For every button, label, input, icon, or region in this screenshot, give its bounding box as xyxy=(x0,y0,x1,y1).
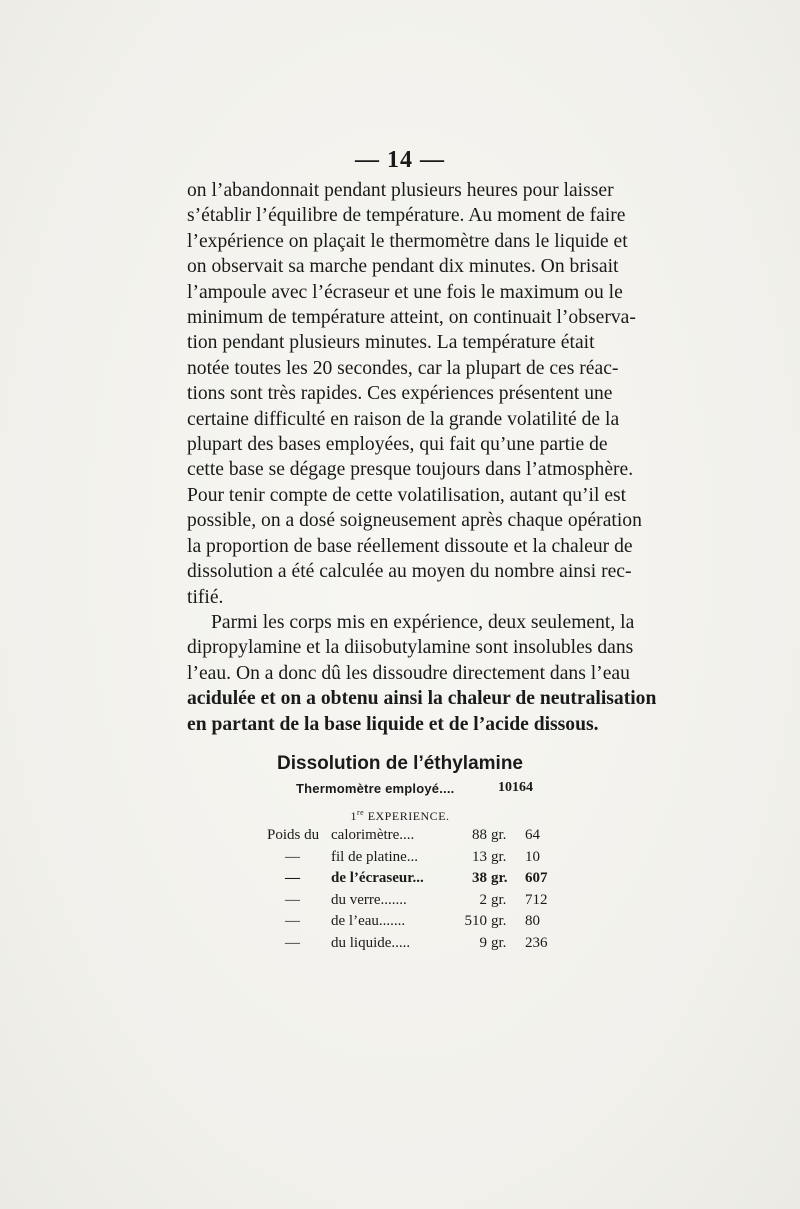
text-line: acidulée et on a obtenu ainsi la chaleur de neutralisation xyxy=(187,688,657,710)
row-prefix: — xyxy=(285,870,300,886)
table-row xyxy=(267,849,557,871)
row-unit: gr. xyxy=(491,848,507,865)
row-value: 9 xyxy=(479,934,487,951)
row-label: du liquide..... xyxy=(331,934,411,951)
table-row xyxy=(267,935,557,957)
row-prefix: — xyxy=(285,848,300,865)
row-unit: gr. xyxy=(491,934,507,951)
paragraph-1 xyxy=(187,178,669,610)
page-number: — 14 — xyxy=(355,147,445,173)
text-line: notée toutes les 20 secondes, car la plupart de ces réac- xyxy=(187,357,619,379)
experience-heading xyxy=(0,808,800,824)
measurements-table xyxy=(267,827,557,956)
row-label: calorimètre.... xyxy=(331,827,415,843)
row-prefix: — xyxy=(285,913,300,929)
row-value: 38 xyxy=(472,870,487,886)
thermometer-value: 10164 xyxy=(498,780,533,795)
row-decimal: 64 xyxy=(525,827,540,843)
row-decimal: 10 xyxy=(525,848,540,865)
text-line: s’établir l’équilibre de température. Au moment de faire xyxy=(187,205,626,227)
row-label: fil de platine... xyxy=(331,848,419,865)
row-decimal: 607 xyxy=(525,870,548,886)
text-line: la proportion de base réellement dissoute et la chaleur de xyxy=(187,535,633,557)
row-unit: gr. xyxy=(491,891,507,908)
row-prefix: — xyxy=(285,934,300,951)
row-label: de l’écraseur... xyxy=(331,870,424,886)
experience-number: 1 xyxy=(350,809,357,823)
body-text xyxy=(187,178,669,737)
text-line: Parmi les corps mis en expérience, deux seulement, la xyxy=(211,611,635,633)
experience-label: EXPERIENCE. xyxy=(364,809,450,823)
experience-superscript: re xyxy=(356,808,365,817)
text-line: dissolution a été calculée au moyen du nombre ainsi rec- xyxy=(187,561,632,583)
table-row xyxy=(267,870,557,892)
row-value: 510 xyxy=(464,913,487,929)
thermometer-label: Thermomètre employé.... xyxy=(296,781,455,796)
text-line: cette base se dégage presque toujours dans l’atmosphère. xyxy=(187,459,634,481)
text-line: dipropylamine et la diisobutylamine sont insolubles dans xyxy=(187,637,634,659)
text-line: l’expérience on plaçait le thermomètre dans le liquide et xyxy=(187,230,628,252)
text-line: possible, on a dosé soigneusement après chaque opération xyxy=(187,510,642,532)
paragraph-2 xyxy=(187,610,669,737)
row-unit: gr. xyxy=(491,870,508,886)
row-decimal: 712 xyxy=(525,891,548,908)
text-line: l’ampoule avec l’écraseur et une fois le maximum ou le xyxy=(187,281,623,303)
text-line: en partant de la base liquide et de l’acide dissous. xyxy=(187,713,599,735)
text-line: plupart des bases employées, qui fait qu’une partie de xyxy=(187,434,608,456)
row-value: 13 xyxy=(472,848,487,865)
text-line: on l’abandonnait pendant plusieurs heures pour laisser xyxy=(187,180,614,201)
text-line: tion pendant plusieurs minutes. La température était xyxy=(187,332,595,354)
text-line: l’eau. On a donc dû les dissoudre directement dans l’eau xyxy=(187,662,630,684)
row-value: 2 xyxy=(479,891,487,908)
row-value: 88 xyxy=(472,827,487,843)
table-row xyxy=(267,913,557,935)
row-label: du verre....... xyxy=(331,891,407,908)
row-unit: gr. xyxy=(491,827,507,843)
row-prefix: Poids du xyxy=(267,827,320,843)
row-prefix: — xyxy=(285,891,300,908)
table-row xyxy=(267,892,557,914)
text-line: Pour tenir compte de cette volatilisation, autant qu’il est xyxy=(187,484,627,506)
text-line: tifié. xyxy=(187,586,224,608)
text-line: minimum de température atteint, on continuait l’observa- xyxy=(187,307,636,329)
text-line: on observait sa marche pendant dix minutes. On brisait xyxy=(187,256,619,278)
section-title: Dissolution de l’éthylamine xyxy=(277,753,523,774)
row-unit: gr. xyxy=(491,913,507,929)
text-line: certaine difficulté en raison de la grande volatilité de la xyxy=(187,408,620,430)
text-line: tions sont très rapides. Ces expériences présentent une xyxy=(187,383,613,405)
table-row xyxy=(267,827,557,849)
row-decimal: 236 xyxy=(525,934,548,951)
row-label: de l’eau....... xyxy=(331,913,406,929)
row-decimal: 80 xyxy=(525,913,540,929)
